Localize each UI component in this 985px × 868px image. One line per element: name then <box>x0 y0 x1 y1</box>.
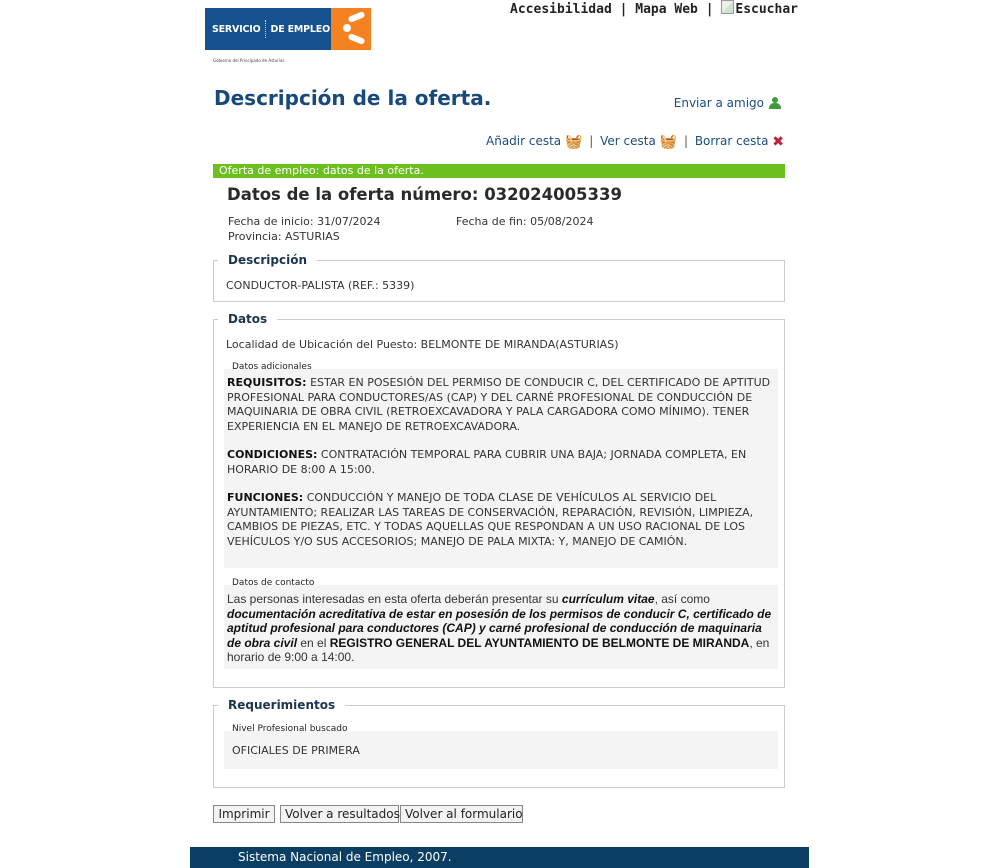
top-links-separator: | <box>705 2 714 17</box>
basket-view-icon[interactable]: 🧺 <box>659 134 678 150</box>
basket-separator: | <box>589 134 594 148</box>
logo-mark-icon <box>331 8 371 50</box>
footer: Sistema Nacional de Empleo, 2007. <box>190 847 809 868</box>
basket-links <box>486 134 784 150</box>
contacto-registro: REGISTRO GENERAL DEL AYUNTAMIENTO DE BELMONTE DE MIRANDA <box>329 635 750 650</box>
top-links <box>510 0 798 17</box>
nivel-profesional-label: Nivel Profesional buscado <box>232 724 348 734</box>
escuchar-link[interactable] <box>721 2 798 17</box>
requerimientos-legend: Requerimientos <box>228 698 336 712</box>
send-friend-link[interactable]: Enviar a amigo <box>673 96 764 110</box>
basket-delete-icon[interactable]: ✖ <box>772 134 784 150</box>
datos-adicionales-label: Datos adicionales <box>232 362 312 372</box>
logo-caption: Gobierno del Principado de Asturias <box>213 58 285 63</box>
descripcion-fieldset <box>213 253 785 302</box>
fecha-fin: Fecha de fin: 05/08/2024 <box>456 215 594 228</box>
contacto-text-4: , en horario de 9:00 a 14:00. <box>227 635 770 664</box>
contacto-cv: currículum vitae <box>561 592 655 606</box>
condiciones-label: CONDICIONES: <box>227 448 318 461</box>
basket-separator: | <box>683 134 688 148</box>
basket-add-icon[interactable]: 🧺 <box>565 134 583 150</box>
descripcion-text: CONDUCTOR-PALISTA (REF.: 5339) <box>226 279 415 292</box>
logo-text-right: DE EMPLEO <box>270 23 330 35</box>
contacto-text-2: , así como <box>654 592 710 606</box>
datos-contacto-label: Datos de contacto <box>232 578 315 588</box>
funciones-text: CONDUCCIÓN Y MANEJO DE TODA CLASE DE VEHÍCULOS AL SERVICIO DEL AYUNTAMIENTO; REALIZAR LAS TAREAS DE CONSERVACIÓN, REPARACIÓN, REVISIÓN, LIMPIEZA, CAMBIOS DE PIEZAS, ETC. Y TODAS AQUELLAS QUE RESPONDAN A UN USO RACIONAL DE LOS VEHÍCULOS Y/O SUS ACCESORIOS; MANEJO DE PALA MIXTA: Y, MANEJO DE CAMIÓN. <box>227 491 754 548</box>
accesibilidad-link[interactable]: Accesibilidad <box>510 2 612 17</box>
offer-section-bar: Oferta de empleo: datos de la oferta. <box>213 164 785 178</box>
condiciones-text: CONTRATACIÓN TEMPORAL PARA CUBRIR UNA BAJA; JORNADA COMPLETA, EN HORARIO DE 8:00 A 15:00. <box>227 448 747 476</box>
requisitos-paragraph <box>227 376 772 434</box>
provincia: Provincia: ASTURIAS <box>228 230 340 243</box>
requisitos-label: REQUISITOS: <box>227 376 307 389</box>
view-basket-link[interactable]: Ver cesta <box>600 134 656 148</box>
logo-text-left: SERVICIO <box>212 23 261 35</box>
funciones-label: FUNCIONES: <box>227 491 304 504</box>
fecha-inicio: Fecha de inicio: 31/07/2024 <box>228 215 381 228</box>
add-basket-link[interactable]: Añadir cesta <box>486 134 562 148</box>
escuchar-label: Escuchar <box>735 2 798 17</box>
offer-title: Datos de la oferta número: 032024005339 <box>227 185 622 204</box>
localidad-text: Localidad de Ubicación del Puesto: BELMONTE DE MIRANDA(ASTURIAS) <box>226 338 619 351</box>
mapa-web-link[interactable]: Mapa Web <box>635 2 698 17</box>
contacto-text-3: en el <box>297 635 330 650</box>
broken-image-icon <box>721 0 734 14</box>
condiciones-paragraph <box>227 448 772 477</box>
logo-text <box>205 8 330 50</box>
nivel-profesional-value: OFICIALES DE PRIMERA <box>232 744 360 757</box>
imprimir-button[interactable]: Imprimir <box>213 805 275 823</box>
descripcion-legend: Descripción <box>228 253 307 267</box>
contacto-text-1: Las personas interesadas en esta oferta deberán presentar su <box>227 592 562 606</box>
datos-legend: Datos <box>228 312 268 326</box>
servicio-empleo-logo[interactable] <box>205 8 371 50</box>
send-friend <box>674 96 784 110</box>
contacto-docs: documentación acreditativa de estar en posesión de los permisos de conducir C, certificado de aptitud profesional para conductores (CAP) y carné profesional de conducción de maquinaria de obra civil <box>227 606 772 650</box>
page-title: Descripción de la oferta. <box>214 86 492 110</box>
delete-basket-link[interactable]: Borrar cesta <box>694 134 769 148</box>
contacto-paragraph <box>227 592 775 665</box>
volver-resultados-button[interactable]: Volver a resultados <box>280 805 399 823</box>
requisitos-text: ESTAR EN POSESIÓN DEL PERMISO DE CONDUCIR C, DEL CERTIFICADO DE APTITUD PROFESIONAL PARA CONDUCTORES/AS (CAP) Y DEL CARNÉ PROFESIONAL DE CONDUCCIÓN DE MAQUINARIA DE OBRA CIVIL (RETROEXCAVADORA Y PALA CARGADORA COMO MÍNIMO). TENER EXPERIENCIA EN EL MANEJO DE RETROEXCAVADORA. <box>227 376 771 433</box>
person-add-icon[interactable] <box>768 97 784 109</box>
logo-divider <box>265 20 267 38</box>
top-links-separator: | <box>619 2 628 17</box>
volver-formulario-button[interactable]: Volver al formulario <box>400 805 523 823</box>
funciones-paragraph <box>227 491 772 549</box>
